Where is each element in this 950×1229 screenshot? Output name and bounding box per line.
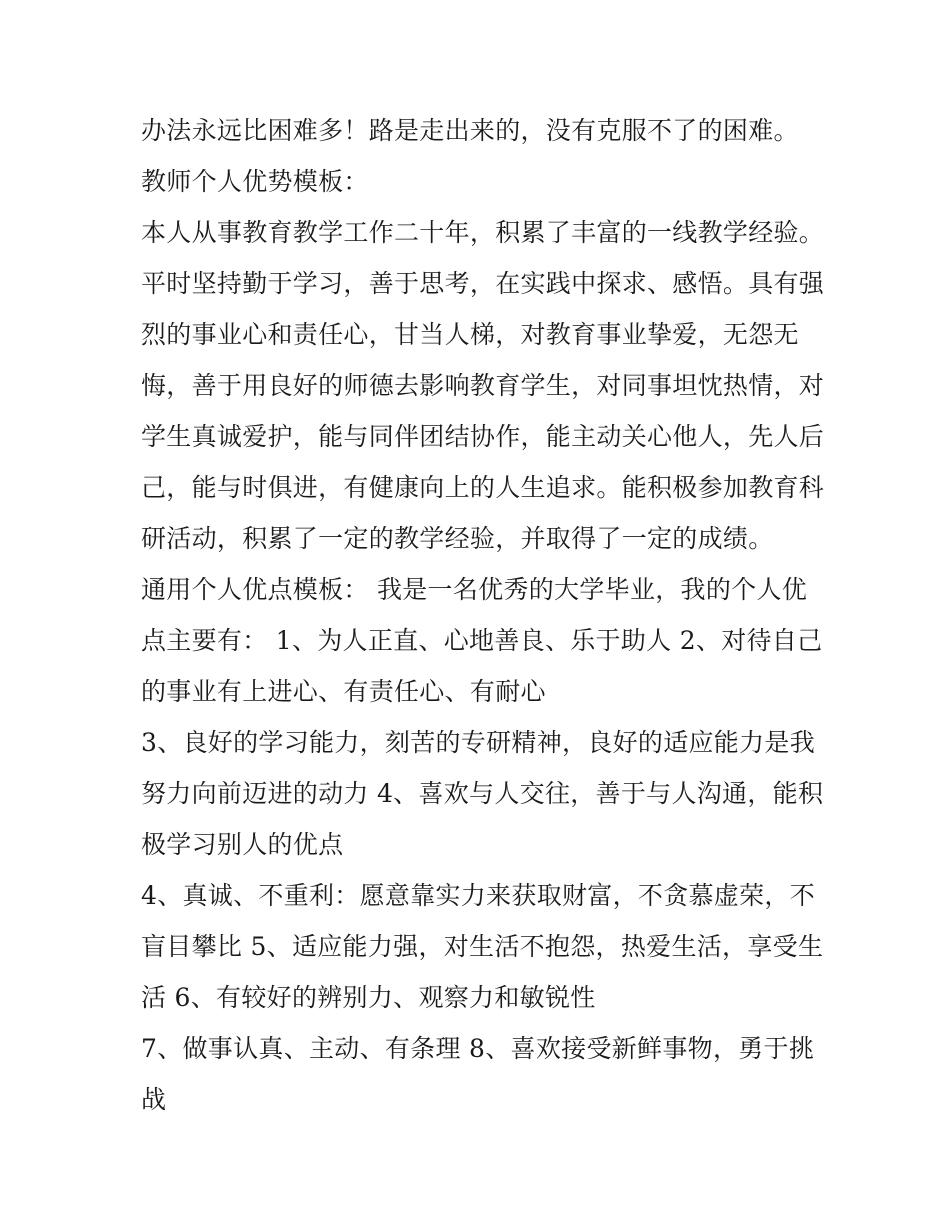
- section-heading: 教师个人优势模板：: [141, 167, 369, 196]
- text-line: 3、良好的学习能力，刻苦的专研精神，良好的适应能力是我: [141, 728, 816, 757]
- text-line: 战: [141, 1085, 167, 1114]
- text-line: 平时坚持勤于学习，善于思考，在实践中探求、感悟。具有强: [141, 269, 825, 298]
- text-line: 己，能与时俱进，有健康向上的人生追求。能积极参加教育科: [141, 473, 825, 502]
- text-line: 悔，善于用良好的师德去影响教育学生，对同事坦忱热情，对: [141, 371, 825, 400]
- text-line: 的事业有上进心、有责任心、有耐心: [141, 677, 546, 706]
- text-line: 7、做事认真、主动、有条理 8、喜欢接受新鲜事物，勇于挑: [141, 1034, 815, 1063]
- text-line: 研活动，积累了一定的教学经验，并取得了一定的成绩。: [141, 524, 774, 553]
- text-line: 极学习别人的优点: [141, 830, 344, 859]
- text-line: 通用个人优点模板： 我是一名优秀的大学毕业，我的个人优: [141, 575, 808, 604]
- text-line: 烈的事业心和责任心，甘当人梯，对教育事业挚爱，无怨无: [141, 320, 799, 349]
- text-line: 办法永远比困难多！路是走出来的，没有克服不了的困难。: [141, 116, 799, 145]
- text-line: 本人从事教育教学工作二十年，积累了丰富的一线教学经验。: [141, 218, 825, 247]
- text-line: 学生真诚爱护，能与同伴团结协作，能主动关心他人，先人后: [141, 422, 825, 451]
- text-line: 活 6、有较好的辨别力、观察力和敏锐性: [141, 983, 596, 1012]
- text-line: 盲目攀比 5、适应能力强，对生活不抱怨，热爱生活，享受生: [141, 932, 824, 961]
- text-line: 4、真诚、不重利：愿意靠实力来获取财富，不贪慕虚荣，不: [141, 881, 816, 910]
- text-line: 点主要有： 1、为人正直、心地善良、乐于助人 2、对待自己: [141, 626, 823, 655]
- text-line: 努力向前迈进的动力 4、喜欢与人交往，善于与人沟通，能积: [141, 779, 824, 808]
- document-body: [141, 105, 825, 1125]
